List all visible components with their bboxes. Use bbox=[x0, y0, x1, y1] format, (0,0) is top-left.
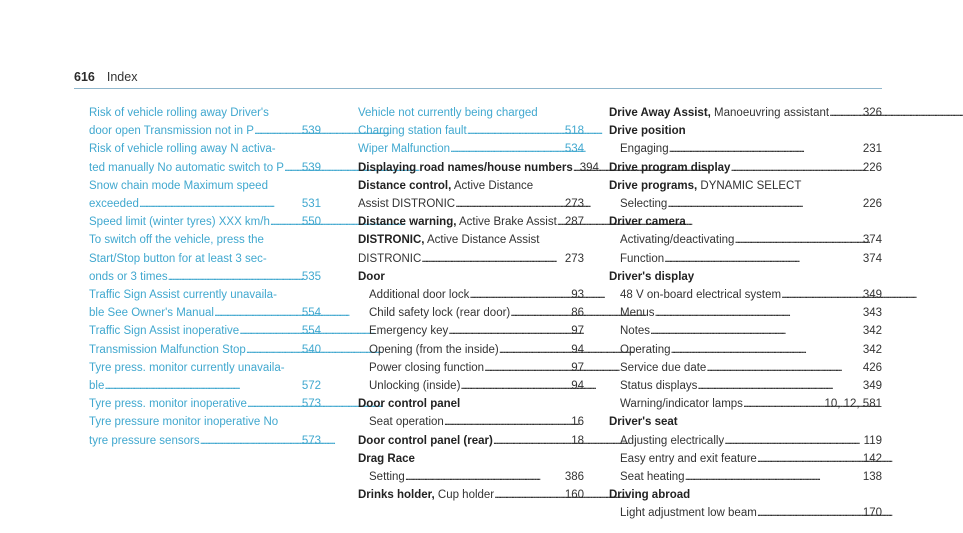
entry-text: Status displays bbox=[620, 380, 698, 393]
leader-dots bbox=[724, 432, 860, 450]
entry-text: ted manually No automatic switch to P bbox=[89, 161, 284, 174]
entry-heading-text bbox=[358, 159, 573, 177]
entry-text: Risk of vehicle rolling away N activa- bbox=[89, 143, 276, 156]
entry-heading-line bbox=[358, 395, 584, 413]
page-ref: 535 bbox=[301, 270, 321, 283]
entry-text: DISTRONIC bbox=[358, 252, 422, 265]
page-ref: 142 bbox=[862, 452, 882, 465]
leader-dots bbox=[139, 195, 299, 213]
index-entry[interactable] bbox=[358, 213, 584, 231]
leader-dots bbox=[685, 468, 860, 486]
entry-text: Engaging bbox=[620, 143, 669, 156]
message-entry[interactable] bbox=[89, 359, 321, 395]
page-ref: 573 bbox=[301, 398, 321, 411]
entry-text: Function bbox=[620, 252, 665, 265]
page-ref: 86 bbox=[571, 307, 584, 320]
entry-text: Start/Stop button for at least 3 sec- bbox=[89, 252, 267, 265]
sub-entry[interactable] bbox=[609, 286, 882, 304]
page-ref: 97 bbox=[571, 325, 584, 338]
index-entry[interactable] bbox=[358, 177, 584, 213]
index-entry[interactable] bbox=[609, 213, 882, 268]
leader-dots bbox=[168, 268, 299, 286]
page-ref: 342 bbox=[862, 343, 882, 356]
page-ref: 554 bbox=[301, 325, 321, 338]
entry-text: Easy entry and exit feature bbox=[620, 452, 757, 465]
leader-dots bbox=[757, 504, 860, 522]
leader-dots bbox=[697, 377, 859, 395]
page-ref: 94 bbox=[571, 380, 584, 393]
page-ref: 326 bbox=[862, 107, 882, 119]
leader-dots bbox=[444, 413, 568, 431]
entry-suffix: Active Distance Assist bbox=[424, 234, 540, 247]
page-ref: 342 bbox=[862, 325, 882, 338]
entry-heading-line bbox=[609, 159, 882, 177]
leader-dots bbox=[499, 341, 568, 359]
sub-entry[interactable] bbox=[358, 377, 584, 395]
leader-dots bbox=[757, 450, 860, 468]
entry-text: Tyre press. monitor inoperative bbox=[89, 398, 247, 411]
page-ref: 16 bbox=[571, 416, 584, 429]
entry-text: Charging station fault bbox=[358, 125, 467, 138]
sub-entry[interactable] bbox=[609, 341, 882, 359]
leader-dots bbox=[829, 104, 860, 122]
entry-last-line bbox=[89, 213, 321, 231]
leader-dots bbox=[450, 140, 562, 158]
entry-text: Transmission Malfunction Stop bbox=[89, 343, 246, 356]
leader-dots bbox=[460, 377, 568, 395]
leader-dots bbox=[421, 250, 562, 268]
entry-heading: Distance warning, bbox=[358, 216, 457, 229]
sub-entry[interactable] bbox=[609, 359, 882, 377]
sub-entry[interactable] bbox=[609, 231, 882, 249]
sub-entry[interactable] bbox=[609, 304, 882, 322]
page-ref: 226 bbox=[862, 198, 882, 211]
index-entry[interactable] bbox=[609, 177, 882, 213]
entry-text: Traffic Sign Assist inoperative bbox=[89, 325, 240, 338]
sub-entry[interactable] bbox=[609, 504, 882, 522]
page-ref: 10, 12, 581 bbox=[824, 398, 882, 411]
sub-entry[interactable] bbox=[609, 195, 882, 213]
entry-last-line bbox=[358, 122, 584, 140]
message-entry[interactable] bbox=[358, 140, 584, 158]
entry-heading-line bbox=[358, 231, 584, 249]
index-entry[interactable] bbox=[358, 450, 584, 486]
sub-entry[interactable] bbox=[358, 286, 584, 304]
message-entry[interactable] bbox=[89, 322, 321, 340]
index-entry[interactable] bbox=[609, 122, 882, 158]
entry-text: Opening (from the inside) bbox=[369, 343, 499, 356]
sub-entry[interactable] bbox=[358, 359, 584, 377]
section-name: Index bbox=[106, 70, 138, 84]
entry-last-line bbox=[89, 195, 321, 213]
header-divider bbox=[74, 88, 882, 89]
entry-text: Light adjustment low beam bbox=[620, 507, 757, 520]
sub-entry[interactable] bbox=[609, 322, 882, 340]
index-entry[interactable] bbox=[358, 486, 584, 504]
entry-heading: Driver's display bbox=[609, 270, 695, 283]
entry-heading: Drag Race bbox=[358, 452, 415, 465]
entry-text: Vehicle not currently being charged bbox=[358, 107, 538, 119]
leader-dots bbox=[284, 159, 299, 177]
index-entry[interactable] bbox=[609, 268, 882, 414]
entry-heading-line bbox=[609, 104, 882, 122]
sub-entry[interactable] bbox=[609, 432, 882, 450]
entry-heading: Drive programs, bbox=[609, 179, 698, 192]
page-ref: 273 bbox=[564, 198, 584, 211]
page-ref: 539 bbox=[301, 125, 321, 138]
entry-last-line bbox=[358, 140, 584, 158]
entry-text: Seat operation bbox=[369, 416, 444, 429]
entry-text: exceeded bbox=[89, 198, 139, 211]
message-entry[interactable] bbox=[89, 341, 321, 359]
entry-text: Tyre press. monitor currently unavaila- bbox=[89, 361, 285, 374]
page-ref: 119 bbox=[863, 434, 882, 447]
entry-text: Assist DISTRONIC bbox=[358, 198, 456, 211]
page-ref: 349 bbox=[862, 380, 882, 393]
entry-suffix: Active Distance bbox=[451, 179, 534, 192]
leader-dots bbox=[743, 395, 822, 413]
page-ref: 287 bbox=[564, 216, 584, 229]
message-entry[interactable] bbox=[358, 104, 584, 140]
leader-dots bbox=[405, 468, 562, 486]
sub-entry[interactable] bbox=[609, 377, 882, 395]
entry-heading: Drinks holder, bbox=[358, 489, 435, 502]
page-ref: 226 bbox=[862, 161, 882, 174]
sub-entry[interactable] bbox=[609, 250, 882, 268]
entry-heading: Door bbox=[358, 270, 385, 283]
entry-heading-line bbox=[358, 213, 584, 231]
entry-heading: Driving abroad bbox=[609, 489, 691, 502]
leader-dots bbox=[671, 341, 860, 359]
page-ref: 97 bbox=[571, 361, 584, 374]
sub-entry[interactable] bbox=[358, 468, 584, 486]
page-ref: 540 bbox=[301, 343, 321, 356]
leader-dots bbox=[239, 322, 299, 340]
page-ref: 394 bbox=[579, 161, 599, 174]
page-ref: 573 bbox=[301, 434, 321, 447]
leader-dots bbox=[455, 195, 562, 213]
page-ref: 386 bbox=[564, 471, 584, 484]
page-header bbox=[74, 70, 137, 84]
entry-text: Adjusting electrically bbox=[620, 434, 725, 447]
entry-last-line bbox=[89, 304, 321, 322]
leader-dots bbox=[254, 122, 299, 140]
entry-text: To switch off the vehicle, press the bbox=[89, 234, 264, 247]
page-ref: 349 bbox=[862, 289, 882, 302]
entry-text: Notes bbox=[620, 325, 651, 338]
message-entry[interactable] bbox=[89, 231, 321, 286]
entry-last-line bbox=[89, 159, 321, 177]
message-entry[interactable] bbox=[89, 286, 321, 322]
entry-heading-line bbox=[609, 413, 882, 431]
leader-dots bbox=[214, 304, 299, 322]
entry-text: ble See Owner's Manual bbox=[89, 307, 214, 320]
entry-heading-text bbox=[358, 486, 494, 504]
index-column-3 bbox=[609, 104, 882, 523]
entry-heading: DISTRONIC, bbox=[358, 234, 425, 247]
leader-dots bbox=[200, 432, 299, 450]
leader-dots bbox=[734, 231, 859, 249]
page-ref: 170 bbox=[862, 507, 882, 520]
index-entry[interactable] bbox=[358, 395, 584, 431]
page-ref: 138 bbox=[862, 471, 882, 484]
index-entry[interactable] bbox=[358, 268, 584, 395]
page-ref: 554 bbox=[301, 307, 321, 320]
page-ref: 160 bbox=[564, 489, 584, 502]
entry-heading-text bbox=[358, 432, 493, 450]
page-ref: 343 bbox=[862, 307, 882, 320]
leader-dots bbox=[104, 377, 298, 395]
entry-text: Unlocking (inside) bbox=[369, 380, 461, 393]
entry-text: Additional door lock bbox=[369, 289, 470, 302]
sub-entry[interactable] bbox=[609, 468, 882, 486]
leader-dots bbox=[270, 213, 299, 231]
page-ref: 18 bbox=[571, 434, 584, 447]
entry-continuation bbox=[358, 250, 584, 268]
index-column-1 bbox=[89, 104, 321, 450]
sub-entry[interactable] bbox=[358, 322, 584, 340]
leader-dots bbox=[247, 395, 299, 413]
message-entry[interactable] bbox=[89, 395, 321, 413]
entry-last-line bbox=[89, 432, 321, 450]
leader-dots bbox=[510, 304, 568, 322]
entry-heading: Distance control, bbox=[358, 179, 452, 192]
page-ref: 93 bbox=[571, 289, 584, 302]
leader-dots bbox=[655, 304, 860, 322]
entry-heading-line bbox=[609, 268, 882, 286]
entry-text: Warning/indicator lamps bbox=[620, 398, 743, 411]
index-entry[interactable] bbox=[358, 432, 584, 450]
message-entry[interactable] bbox=[89, 177, 321, 213]
entry-heading-line bbox=[358, 159, 599, 177]
index-entry[interactable] bbox=[358, 159, 599, 177]
entry-heading-text bbox=[609, 159, 730, 177]
page-number: 616 bbox=[74, 70, 95, 84]
index-entry[interactable] bbox=[609, 413, 882, 486]
page-ref: 374 bbox=[862, 234, 882, 247]
entry-text: Service due date bbox=[620, 361, 707, 374]
entry-continuation bbox=[358, 195, 584, 213]
entry-text: Child safety lock (rear door) bbox=[369, 307, 511, 320]
leader-dots bbox=[493, 432, 568, 450]
entry-heading-text bbox=[358, 213, 557, 231]
message-entry[interactable] bbox=[89, 213, 321, 231]
entry-heading-line bbox=[609, 213, 882, 231]
sub-entry[interactable] bbox=[358, 341, 584, 359]
entry-text: Tyre pressure monitor inoperative No bbox=[89, 416, 279, 429]
message-entry[interactable] bbox=[89, 104, 321, 140]
sub-entry[interactable] bbox=[609, 395, 882, 413]
page-ref: 572 bbox=[301, 380, 321, 393]
entry-text: Snow chain mode Maximum speed bbox=[89, 179, 268, 192]
leader-dots bbox=[467, 122, 562, 140]
index-entry[interactable] bbox=[609, 159, 882, 177]
leader-dots bbox=[246, 341, 299, 359]
entry-heading: Door control panel (rear) bbox=[358, 434, 493, 447]
sub-entry[interactable] bbox=[609, 450, 882, 468]
entry-last-line bbox=[89, 268, 321, 286]
entry-text: Menus bbox=[620, 307, 655, 320]
entry-suffix: DYNAMIC SELECT bbox=[697, 179, 802, 192]
index-column-2 bbox=[358, 104, 599, 504]
page-ref: 426 bbox=[862, 361, 882, 374]
entry-heading: Driver's seat bbox=[609, 416, 678, 429]
entry-heading-line bbox=[609, 177, 882, 195]
entry-text: onds or 3 times bbox=[89, 270, 168, 283]
entry-last-line bbox=[89, 341, 321, 359]
page-ref: 374 bbox=[862, 252, 882, 265]
entry-heading-line bbox=[609, 486, 882, 504]
index-entry[interactable] bbox=[609, 486, 882, 522]
entry-heading-text bbox=[609, 104, 829, 122]
entry-suffix: Cup holder bbox=[434, 489, 495, 502]
entry-heading-line bbox=[358, 268, 584, 286]
leader-dots bbox=[706, 359, 860, 377]
entry-text: Seat heating bbox=[620, 471, 685, 484]
leader-dots bbox=[667, 195, 860, 213]
page-ref: 531 bbox=[301, 198, 321, 211]
page-ref: 231 bbox=[862, 143, 882, 156]
sub-entry[interactable] bbox=[358, 304, 584, 322]
page-ref: 273 bbox=[564, 252, 584, 265]
entry-text: Operating bbox=[620, 343, 671, 356]
entry-heading: Door control panel bbox=[358, 398, 461, 411]
entry-text: tyre pressure sensors bbox=[89, 434, 200, 447]
entry-text: ble bbox=[89, 380, 105, 393]
entry-text: Power closing function bbox=[369, 361, 485, 374]
page-ref: 94 bbox=[571, 343, 584, 356]
leader-dots bbox=[484, 359, 568, 377]
page-ref: 518 bbox=[564, 125, 584, 138]
entry-text: Traffic Sign Assist currently unavaila- bbox=[89, 289, 277, 302]
message-entry[interactable] bbox=[89, 413, 321, 449]
entry-heading-line bbox=[358, 486, 584, 504]
entry-last-line bbox=[89, 395, 321, 413]
leader-dots bbox=[730, 159, 859, 177]
index-entry[interactable] bbox=[609, 104, 882, 122]
leader-dots bbox=[448, 322, 568, 340]
page-ref: 534 bbox=[564, 143, 584, 156]
entry-text: Wiper Malfunction bbox=[358, 143, 451, 156]
entry-heading: Drive program display bbox=[609, 161, 731, 174]
leader-dots bbox=[469, 286, 568, 304]
leader-dots bbox=[650, 322, 860, 340]
page-ref: 550 bbox=[301, 216, 321, 229]
entry-text: Emergency key bbox=[369, 325, 449, 338]
entry-text: 48 V on-board electrical system bbox=[620, 289, 782, 302]
entry-heading: Drive position bbox=[609, 125, 686, 138]
entry-heading-line bbox=[609, 122, 882, 140]
leader-dots bbox=[669, 140, 860, 158]
sub-entry[interactable] bbox=[609, 140, 882, 158]
entry-text: Speed limit (winter tyres) XXX km/h bbox=[89, 216, 270, 229]
entry-text: Activating/deactivating bbox=[620, 234, 735, 247]
leader-dots bbox=[781, 286, 860, 304]
sub-entry[interactable] bbox=[358, 413, 584, 431]
entry-heading: Driver camera bbox=[609, 216, 686, 229]
entry-text: door open Transmission not in P bbox=[89, 125, 254, 138]
entry-text: Risk of vehicle rolling away Driver's bbox=[89, 107, 269, 119]
leader-dots bbox=[664, 250, 860, 268]
entry-last-line bbox=[89, 122, 321, 140]
entry-heading-line bbox=[358, 432, 584, 450]
entry-heading-line bbox=[358, 177, 584, 195]
entry-last-line bbox=[89, 322, 321, 340]
entry-text: Setting bbox=[369, 471, 405, 484]
entry-heading-line bbox=[358, 450, 584, 468]
entry-suffix: Manoeuvring assistant bbox=[710, 107, 830, 119]
entry-suffix: Active Brake Assist bbox=[456, 216, 557, 229]
message-entry[interactable] bbox=[89, 140, 321, 176]
index-entry[interactable] bbox=[358, 231, 584, 267]
page-ref: 539 bbox=[301, 161, 321, 174]
leader-dots bbox=[494, 486, 562, 504]
entry-text: Selecting bbox=[620, 198, 668, 211]
entry-heading: Displaying road names/house numbers bbox=[358, 161, 573, 174]
entry-heading: Drive Away Assist, bbox=[609, 107, 711, 119]
entry-last-line bbox=[89, 377, 321, 395]
